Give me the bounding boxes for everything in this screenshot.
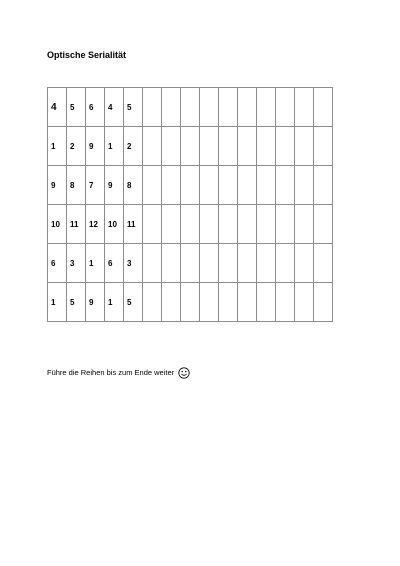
grid-cell: 10	[105, 205, 124, 244]
grid-cell: 11	[124, 205, 143, 244]
grid-cell-empty	[200, 283, 219, 322]
grid-cell-empty	[257, 166, 276, 205]
grid-cell-empty	[143, 283, 162, 322]
grid-cell-empty	[143, 244, 162, 283]
grid-cell-empty	[314, 244, 333, 283]
grid-cell: 4	[105, 88, 124, 127]
grid-cell: 7	[86, 166, 105, 205]
grid-cell: 4	[48, 88, 67, 127]
grid-cell-empty	[162, 205, 181, 244]
grid-cell-empty	[314, 88, 333, 127]
grid-cell-empty	[181, 88, 200, 127]
grid-cell: 5	[124, 88, 143, 127]
grid-cell: 9	[86, 127, 105, 166]
grid-cell-empty	[276, 166, 295, 205]
grid-row	[48, 244, 333, 283]
grid-cell: 3	[67, 244, 86, 283]
grid-cell-empty	[181, 205, 200, 244]
grid-cell-empty	[162, 88, 181, 127]
grid-cell: 8	[124, 166, 143, 205]
grid-cell: 11	[67, 205, 86, 244]
grid-cell-empty	[219, 127, 238, 166]
grid-body	[48, 88, 333, 322]
grid-cell-empty	[276, 283, 295, 322]
grid-cell-empty	[143, 205, 162, 244]
grid-cell-empty	[200, 244, 219, 283]
grid-cell-empty	[295, 205, 314, 244]
grid-cell: 1	[105, 127, 124, 166]
grid-cell: 12	[86, 205, 105, 244]
grid-cell-empty	[295, 283, 314, 322]
grid-cell: 2	[67, 127, 86, 166]
grid-cell-empty	[314, 283, 333, 322]
grid-cell: 9	[105, 166, 124, 205]
grid-cell: 9	[48, 166, 67, 205]
grid-row	[48, 88, 333, 127]
grid-cell-empty	[219, 88, 238, 127]
grid-cell-empty	[200, 127, 219, 166]
grid-cell-empty	[314, 127, 333, 166]
grid-cell-empty	[162, 283, 181, 322]
grid-cell-empty	[200, 88, 219, 127]
grid-cell-empty	[143, 127, 162, 166]
grid-cell-empty	[200, 166, 219, 205]
grid-cell-empty	[257, 88, 276, 127]
grid-row	[48, 127, 333, 166]
grid-cell: 1	[48, 283, 67, 322]
instruction-line	[47, 366, 190, 380]
grid-cell: 5	[67, 283, 86, 322]
grid-cell-empty	[143, 166, 162, 205]
grid-cell: 1	[105, 283, 124, 322]
grid-row	[48, 205, 333, 244]
grid-cell-empty	[219, 166, 238, 205]
grid-cell-empty	[257, 127, 276, 166]
grid-cell-empty	[238, 244, 257, 283]
grid-row	[48, 166, 333, 205]
grid-cell-empty	[295, 127, 314, 166]
grid-cell-empty	[181, 127, 200, 166]
grid-cell-empty	[181, 166, 200, 205]
grid-cell: 8	[67, 166, 86, 205]
grid-cell-empty	[162, 127, 181, 166]
grid-cell-empty	[238, 166, 257, 205]
grid-cell: 1	[48, 127, 67, 166]
grid-cell: 9	[86, 283, 105, 322]
grid-cell-empty	[276, 244, 295, 283]
number-grid	[47, 87, 333, 322]
instruction-text: Führe die Reihen bis zum Ende weiter	[47, 368, 175, 377]
grid-cell-empty	[276, 88, 295, 127]
grid-cell-empty	[162, 166, 181, 205]
grid-cell-empty	[257, 244, 276, 283]
smiley-icon	[178, 367, 190, 379]
grid-cell: 6	[48, 244, 67, 283]
grid-row	[48, 283, 333, 322]
page-title: Optische Serialität	[47, 50, 127, 60]
grid-cell: 10	[48, 205, 67, 244]
grid-cell-empty	[162, 244, 181, 283]
grid-cell: 3	[124, 244, 143, 283]
grid-cell-empty	[219, 205, 238, 244]
grid-cell-empty	[276, 127, 295, 166]
grid-cell-empty	[181, 283, 200, 322]
grid-cell-empty	[295, 166, 314, 205]
grid-cell-empty	[295, 244, 314, 283]
grid-cell: 6	[86, 88, 105, 127]
grid-cell-empty	[238, 127, 257, 166]
grid-cell: 2	[124, 127, 143, 166]
grid-cell: 5	[67, 88, 86, 127]
grid-cell-empty	[295, 88, 314, 127]
grid-cell: 6	[105, 244, 124, 283]
grid-cell-empty	[143, 88, 162, 127]
grid-cell-empty	[238, 283, 257, 322]
grid-cell-empty	[219, 283, 238, 322]
grid-cell-empty	[181, 244, 200, 283]
grid-cell-empty	[238, 88, 257, 127]
grid-cell-empty	[314, 205, 333, 244]
grid-cell-empty	[257, 283, 276, 322]
grid-cell-empty	[219, 244, 238, 283]
grid-cell: 5	[124, 283, 143, 322]
grid-cell-empty	[257, 205, 276, 244]
grid-cell-empty	[238, 205, 257, 244]
grid-cell-empty	[314, 166, 333, 205]
grid-cell-empty	[276, 205, 295, 244]
grid-cell: 1	[86, 244, 105, 283]
grid-cell-empty	[200, 205, 219, 244]
